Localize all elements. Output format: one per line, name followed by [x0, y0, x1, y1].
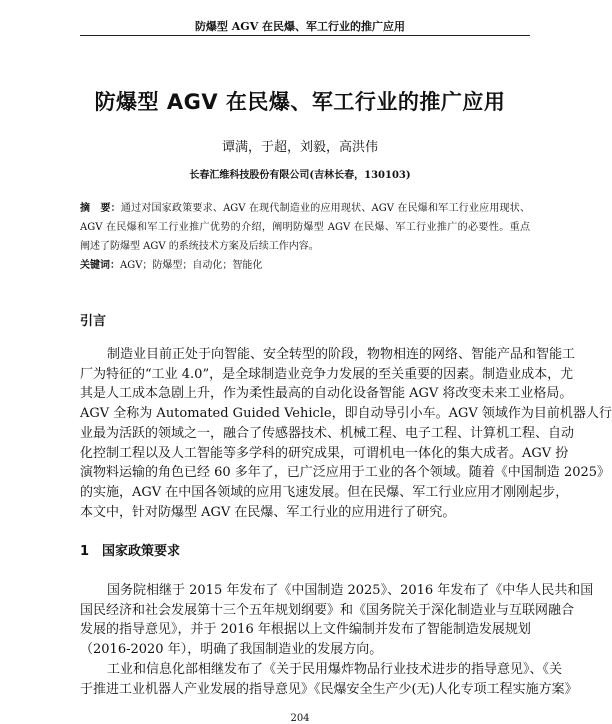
- abstract-label: 摘 要：: [80, 203, 121, 214]
- body-line: （2016-2020 年），明确了我国制造业的发展方向。: [80, 642, 383, 658]
- body-line: 国务院相继于 2015 年发布了《中国制造 2025》、2016 年发布了《中华人民共和国: [107, 583, 594, 598]
- body-line: 其是人工成本急剧上升，作为柔性最高的自动化设备智能 AGV 将改变未来工业格局。: [80, 386, 573, 402]
- body-line: 业最为活跃的领域之一，融合了传感器技术、机械工程、电子工程、计算机工程、自动: [80, 425, 575, 441]
- body-line: 制造业目前正处于向智能、安全转型的阶段，物物相连的网络、智能产品和智能工: [107, 347, 576, 362]
- abstract-line: AGV 在民爆和军工行业推广优势的介绍，阐明防爆型 AGV 在民爆、军工行业推广的必要性。重点: [80, 222, 530, 233]
- running-head: 防爆型 AGV 在民爆、军工行业的推广应用: [194, 20, 406, 33]
- body-line: AGV 全称为 Automated Guided Vehicle，即自动导引小车。AGV 领域作为目前机器人行: [80, 406, 612, 422]
- keywords-label: 关键词：: [80, 260, 120, 271]
- affiliation: 长春汇维科技股份有限公司(吉林长春，130103): [189, 170, 411, 181]
- section1-paragraphs: [80, 581, 594, 699]
- authors: 谭满，于超，刘毅，高洪伟: [221, 140, 378, 155]
- keywords: [80, 256, 530, 271]
- keywords-text: AGV；防爆型；自动化；智能化: [120, 260, 263, 271]
- abstract-line: 通过对国家政策要求、AGV 在现代制造业的应用现状、AGV 在民爆和军工行业应用现状、: [120, 203, 530, 214]
- paper-title: 防爆型 AGV 在民爆、军工行业的推广应用: [94, 90, 506, 114]
- body-line: 厂为特征的“工业 4.0”，是全球制造业竞争力发展的至关重要的因素。制造业成本，尤: [80, 366, 574, 382]
- body-line: 的实施，AGV 在中国各领域的应用飞速发展。但在民爆、军工行业应用才刚刚起步，: [80, 484, 569, 500]
- body-line: 本文中，针对防爆型 AGV 在民爆、军工行业的应用进行了研究。: [80, 504, 456, 520]
- section-title: 国家政策要求: [102, 544, 181, 559]
- intro-paragraph: [80, 345, 612, 522]
- abstract: [80, 199, 530, 256]
- body-line: 发展的指导意见》，并于 2016 年根据以上文件编制并发布了智能制造发展规划: [80, 622, 531, 638]
- body-line: 工业和信息化部相继发布了《关于民用爆炸物品行业技术进步的指导意见》、《关: [107, 661, 563, 677]
- body-line: 化控制工程以及人工智能等多学科的研究成果，可谓机电一体化的集大成者。AGV 扮: [80, 445, 569, 461]
- body-line: 于推进工业机器人产业发展的指导意见》《民爆安全生产少(无)人化专项工程实施方案》: [80, 681, 578, 697]
- body-line: 国民经济和社会发展第十三个五年规划纲要》和《国务院关于深化制造业与互联网融合: [80, 602, 575, 618]
- abstract-line: 阐述了防爆型 AGV 的系统技术方案及后续工作内容。: [80, 241, 319, 252]
- section-number: 1: [80, 544, 90, 559]
- page-number: 204: [290, 713, 310, 724]
- section-heading-1: [80, 540, 180, 559]
- section-heading-intro: 引言: [80, 314, 107, 329]
- header-rule: [80, 35, 530, 36]
- body-line: 演物料运输的角色已经 60 多年了，已广泛应用于工业的各个领域。随着《中国制造 2025》: [80, 465, 611, 481]
